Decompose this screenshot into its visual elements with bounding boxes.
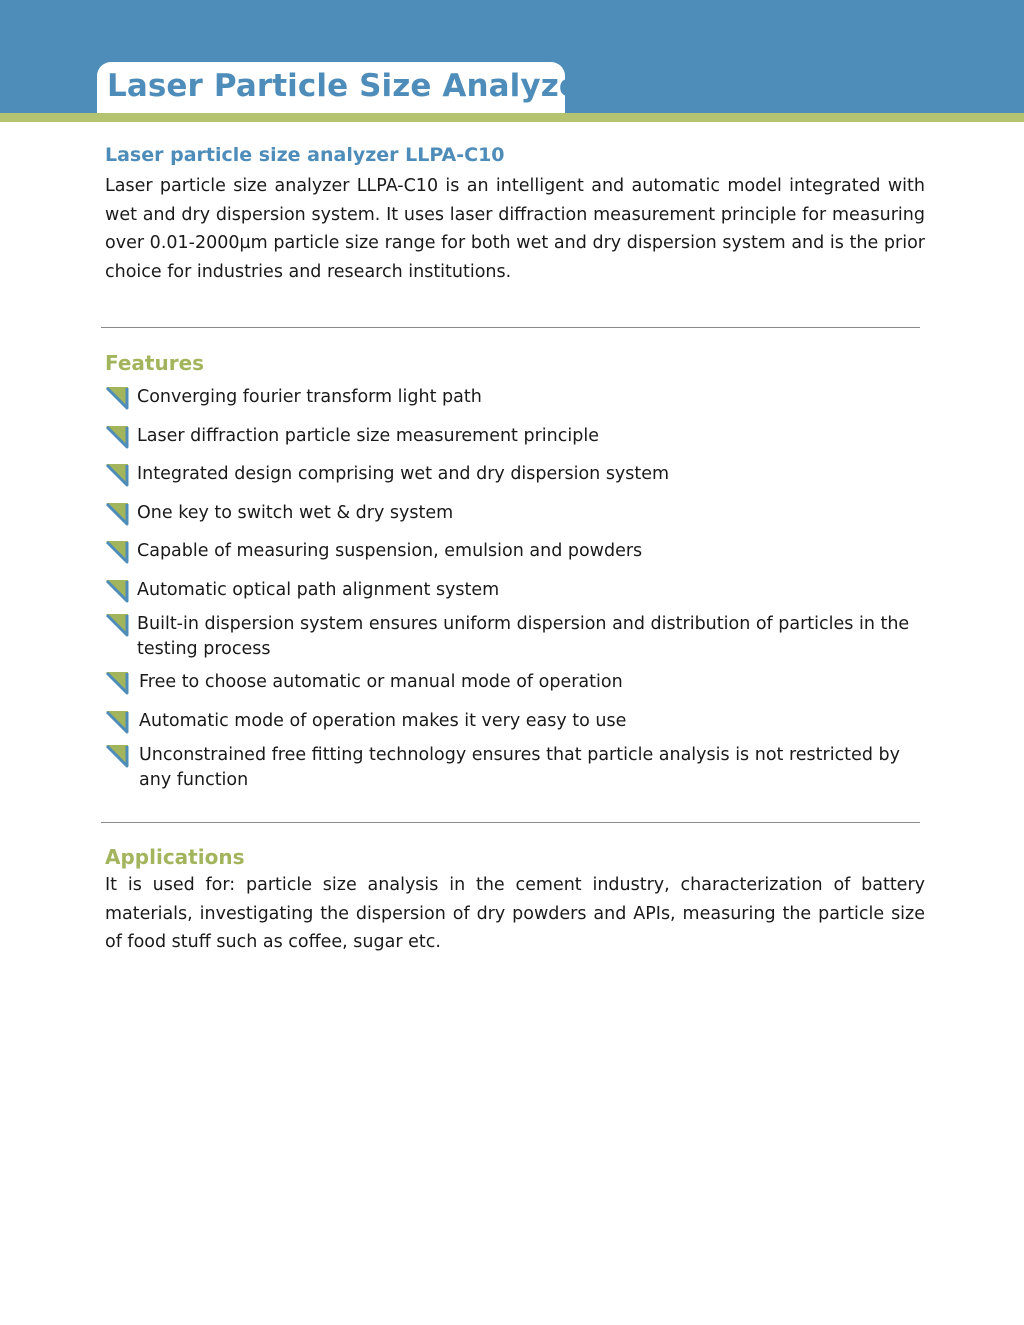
triangle-bullet-icon [105, 742, 129, 768]
applications-heading: Applications [105, 845, 245, 869]
triangle-bullet-icon [105, 708, 129, 734]
intro-section [105, 144, 925, 286]
triangle-bullet-icon [105, 669, 129, 695]
feature-item [105, 670, 925, 695]
triangle-bullet-icon [105, 611, 129, 637]
feature-text: One key to switch wet & dry system [137, 503, 454, 523]
feature-item [105, 385, 925, 410]
triangle-bullet-icon [105, 500, 129, 526]
feature-item [105, 578, 925, 603]
feature-text: Integrated design comprising wet and dry dispersion system [137, 464, 670, 484]
feature-item [105, 462, 925, 487]
feature-item [105, 612, 925, 662]
feature-item [105, 539, 925, 564]
applications-section [105, 845, 925, 957]
feature-item [105, 709, 925, 734]
header-stripe [0, 113, 1024, 122]
features-section [105, 351, 925, 375]
feature-text: Laser diffraction particle size measurement principle [137, 426, 599, 446]
triangle-bullet-icon [105, 461, 129, 487]
feature-item [105, 501, 925, 526]
triangle-bullet-icon [105, 577, 129, 603]
triangle-bullet-icon [105, 423, 129, 449]
feature-text: Unconstrained free fitting technology ensures that particle analysis is not restricted by any function [139, 745, 900, 790]
divider [101, 822, 920, 823]
feature-text: Automatic mode of operation makes it very easy to use [139, 711, 627, 731]
feature-item [105, 743, 925, 793]
product-description: Laser particle size analyzer LLPA-C10 is an intelligent and automatic model integrated with wet and dry dispersion system. It uses laser diffraction measurement principle for measuring over 0.01-2000µm particle size range for both wet and dry dispersion system and is the prior choice for industries and research institutions. [105, 176, 925, 282]
feature-text: Converging fourier transform light path [137, 387, 482, 407]
product-heading: Laser particle size analyzer LLPA-C10 [105, 144, 505, 166]
feature-text: Built-in dispersion system ensures uniform dispersion and distribution of particles in the testing process [137, 614, 910, 659]
feature-item [105, 424, 925, 449]
applications-description: It is used for: particle size analysis in the cement industry, characterization of battery materials, investigating the dispersion of dry powders and APIs, measuring the particle size of food stuff such as coffee, sugar etc. [105, 875, 925, 952]
feature-text: Free to choose automatic or manual mode of operation [139, 672, 623, 692]
feature-text: Capable of measuring suspension, emulsion and powders [137, 541, 643, 561]
page-title: Laser Particle Size Analyzer [107, 68, 596, 104]
feature-text: Automatic optical path alignment system [137, 580, 500, 600]
triangle-bullet-icon [105, 538, 129, 564]
divider [101, 327, 920, 328]
triangle-bullet-icon [105, 384, 129, 410]
title-tab [97, 62, 596, 113]
features-heading: Features [105, 351, 205, 375]
